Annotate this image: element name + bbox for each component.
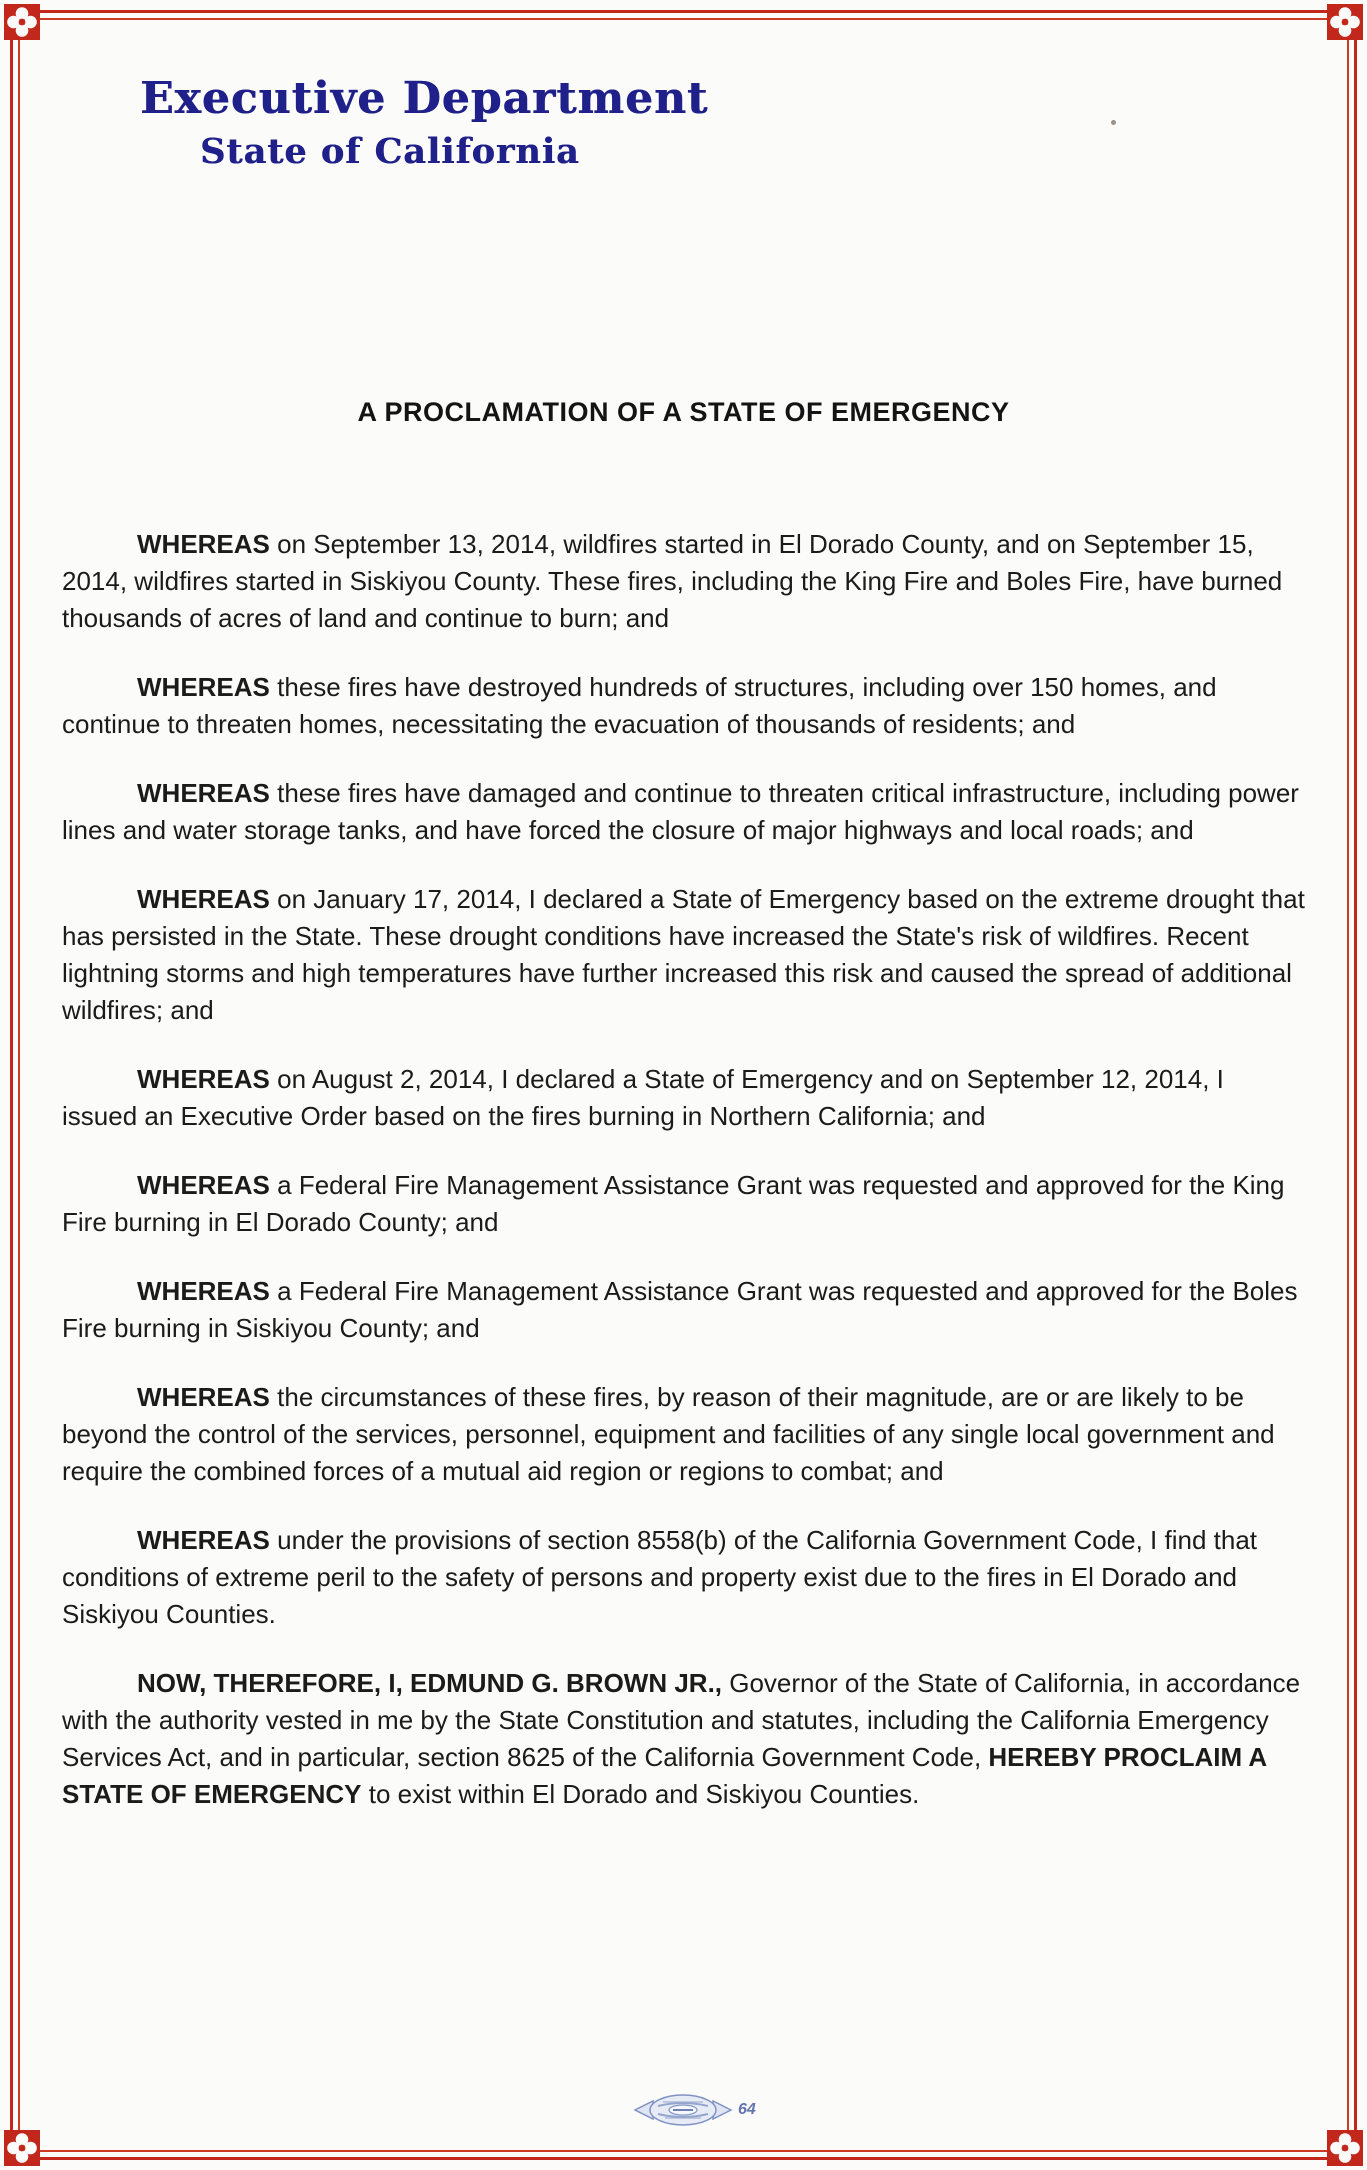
whereas-lead: WHEREAS xyxy=(137,529,270,559)
paragraph-text: these fires have destroyed hundreds of structures, including over 150 homes, and continue to threaten homes, necessitating the evacuation of thousands of residents; and xyxy=(62,672,1217,739)
paragraph-text: the circumstances of these fires, by reason of their magnitude, are or are likely to be beyond the control of the services, personnel, equipment and facilities of any single local government and require the combined forces of a mutual aid region or regions to combat; and xyxy=(62,1382,1275,1486)
whereas-lead: WHEREAS xyxy=(137,778,270,808)
whereas-lead: WHEREAS xyxy=(137,672,270,702)
footer-stamp xyxy=(633,2090,756,2130)
closing-lead: NOW, THEREFORE, I, EDMUND G. BROWN JR., xyxy=(137,1668,723,1698)
stamp-number: 64 xyxy=(738,2101,756,2118)
paragraph-text: a Federal Fire Management Assistance Grant was requested and approved for the Boles Fire burning in Siskiyou County; and xyxy=(62,1276,1298,1343)
letterhead xyxy=(140,72,1305,173)
paragraph-text: a Federal Fire Management Assistance Grant was requested and approved for the King Fire burning in El Dorado County; and xyxy=(62,1170,1285,1237)
whereas-paragraph-4 xyxy=(62,881,1305,1029)
paragraph-text: on September 13, 2014, wildfires started in El Dorado County, and on September 15, 2014, wildfires started in Siskiyou County. These fires, including the King Fire and Boles Fire, have burned thousands of acres of land and continue to burn; and xyxy=(62,529,1283,633)
document-content xyxy=(0,72,1367,1813)
whereas-lead: WHEREAS xyxy=(137,1064,270,1094)
whereas-paragraph-6 xyxy=(62,1167,1305,1241)
whereas-lead: WHEREAS xyxy=(137,1525,270,1555)
whereas-paragraph-8 xyxy=(62,1379,1305,1490)
whereas-paragraph-2 xyxy=(62,669,1305,743)
letterhead-line-1: Executive Department xyxy=(140,73,709,124)
whereas-lead: WHEREAS xyxy=(137,1382,270,1412)
closing-paragraph xyxy=(62,1665,1305,1813)
letterhead-line-2: State of California xyxy=(200,131,580,172)
paragraph-text: on January 17, 2014, I declared a State of Emergency based on the extreme drought that has persisted in the State. These drought conditions have increased the State's risk of wildfires. Recent lightning storms and high temperatures have further increased this risk and caused the spread of additional wildfires; and xyxy=(62,884,1305,1025)
paragraph-text: these fires have damaged and continue to threaten critical infrastructure, including power lines and water storage tanks, and have forced the closure of major highways and local roads; and xyxy=(62,778,1299,845)
whereas-paragraph-5 xyxy=(62,1061,1305,1135)
document-title: A PROCLAMATION OF A STATE OF EMERGENCY xyxy=(357,397,1010,427)
paragraph-text: to exist within El Dorado and Siskiyou Counties. xyxy=(361,1779,920,1809)
whereas-lead: WHEREAS xyxy=(137,1276,270,1306)
corner-quatrefoil-bottom-left-icon xyxy=(4,2130,40,2166)
whereas-paragraph-7 xyxy=(62,1273,1305,1347)
union-bug-stamp-icon xyxy=(633,2090,733,2130)
corner-quatrefoil-bottom-right-icon xyxy=(1327,2130,1363,2166)
whereas-paragraph-3 xyxy=(62,775,1305,849)
paragraph-text: Governor of the State of California, in accordance with the authority vested in me by the State Constitution and statutes, including the California Emergency Services Act, and in particular, section 8625 of the California Government Code, xyxy=(62,1668,1301,1772)
whereas-lead: WHEREAS xyxy=(137,1170,270,1200)
document-body xyxy=(62,526,1305,1813)
corner-quatrefoil-top-left-icon xyxy=(4,4,40,40)
paragraph-text: under the provisions of section 8558(b) of the California Government Code, I find that conditions of extreme peril to the safety of persons and property exist due to the fires in El Dorado and Siskiyou Counties. xyxy=(62,1525,1258,1629)
paragraph-text: on August 2, 2014, I declared a State of Emergency and on September 12, 2014, I issued an Executive Order based on the fires burning in Northern California; and xyxy=(62,1064,1224,1131)
whereas-paragraph-9 xyxy=(62,1522,1305,1633)
proclamation-phrase: HEREBY PROCLAIM A STATE OF EMERGENCY xyxy=(62,1742,1267,1809)
whereas-paragraph-1 xyxy=(62,526,1305,637)
corner-quatrefoil-top-right-icon xyxy=(1327,4,1363,40)
whereas-lead: WHEREAS xyxy=(137,884,270,914)
